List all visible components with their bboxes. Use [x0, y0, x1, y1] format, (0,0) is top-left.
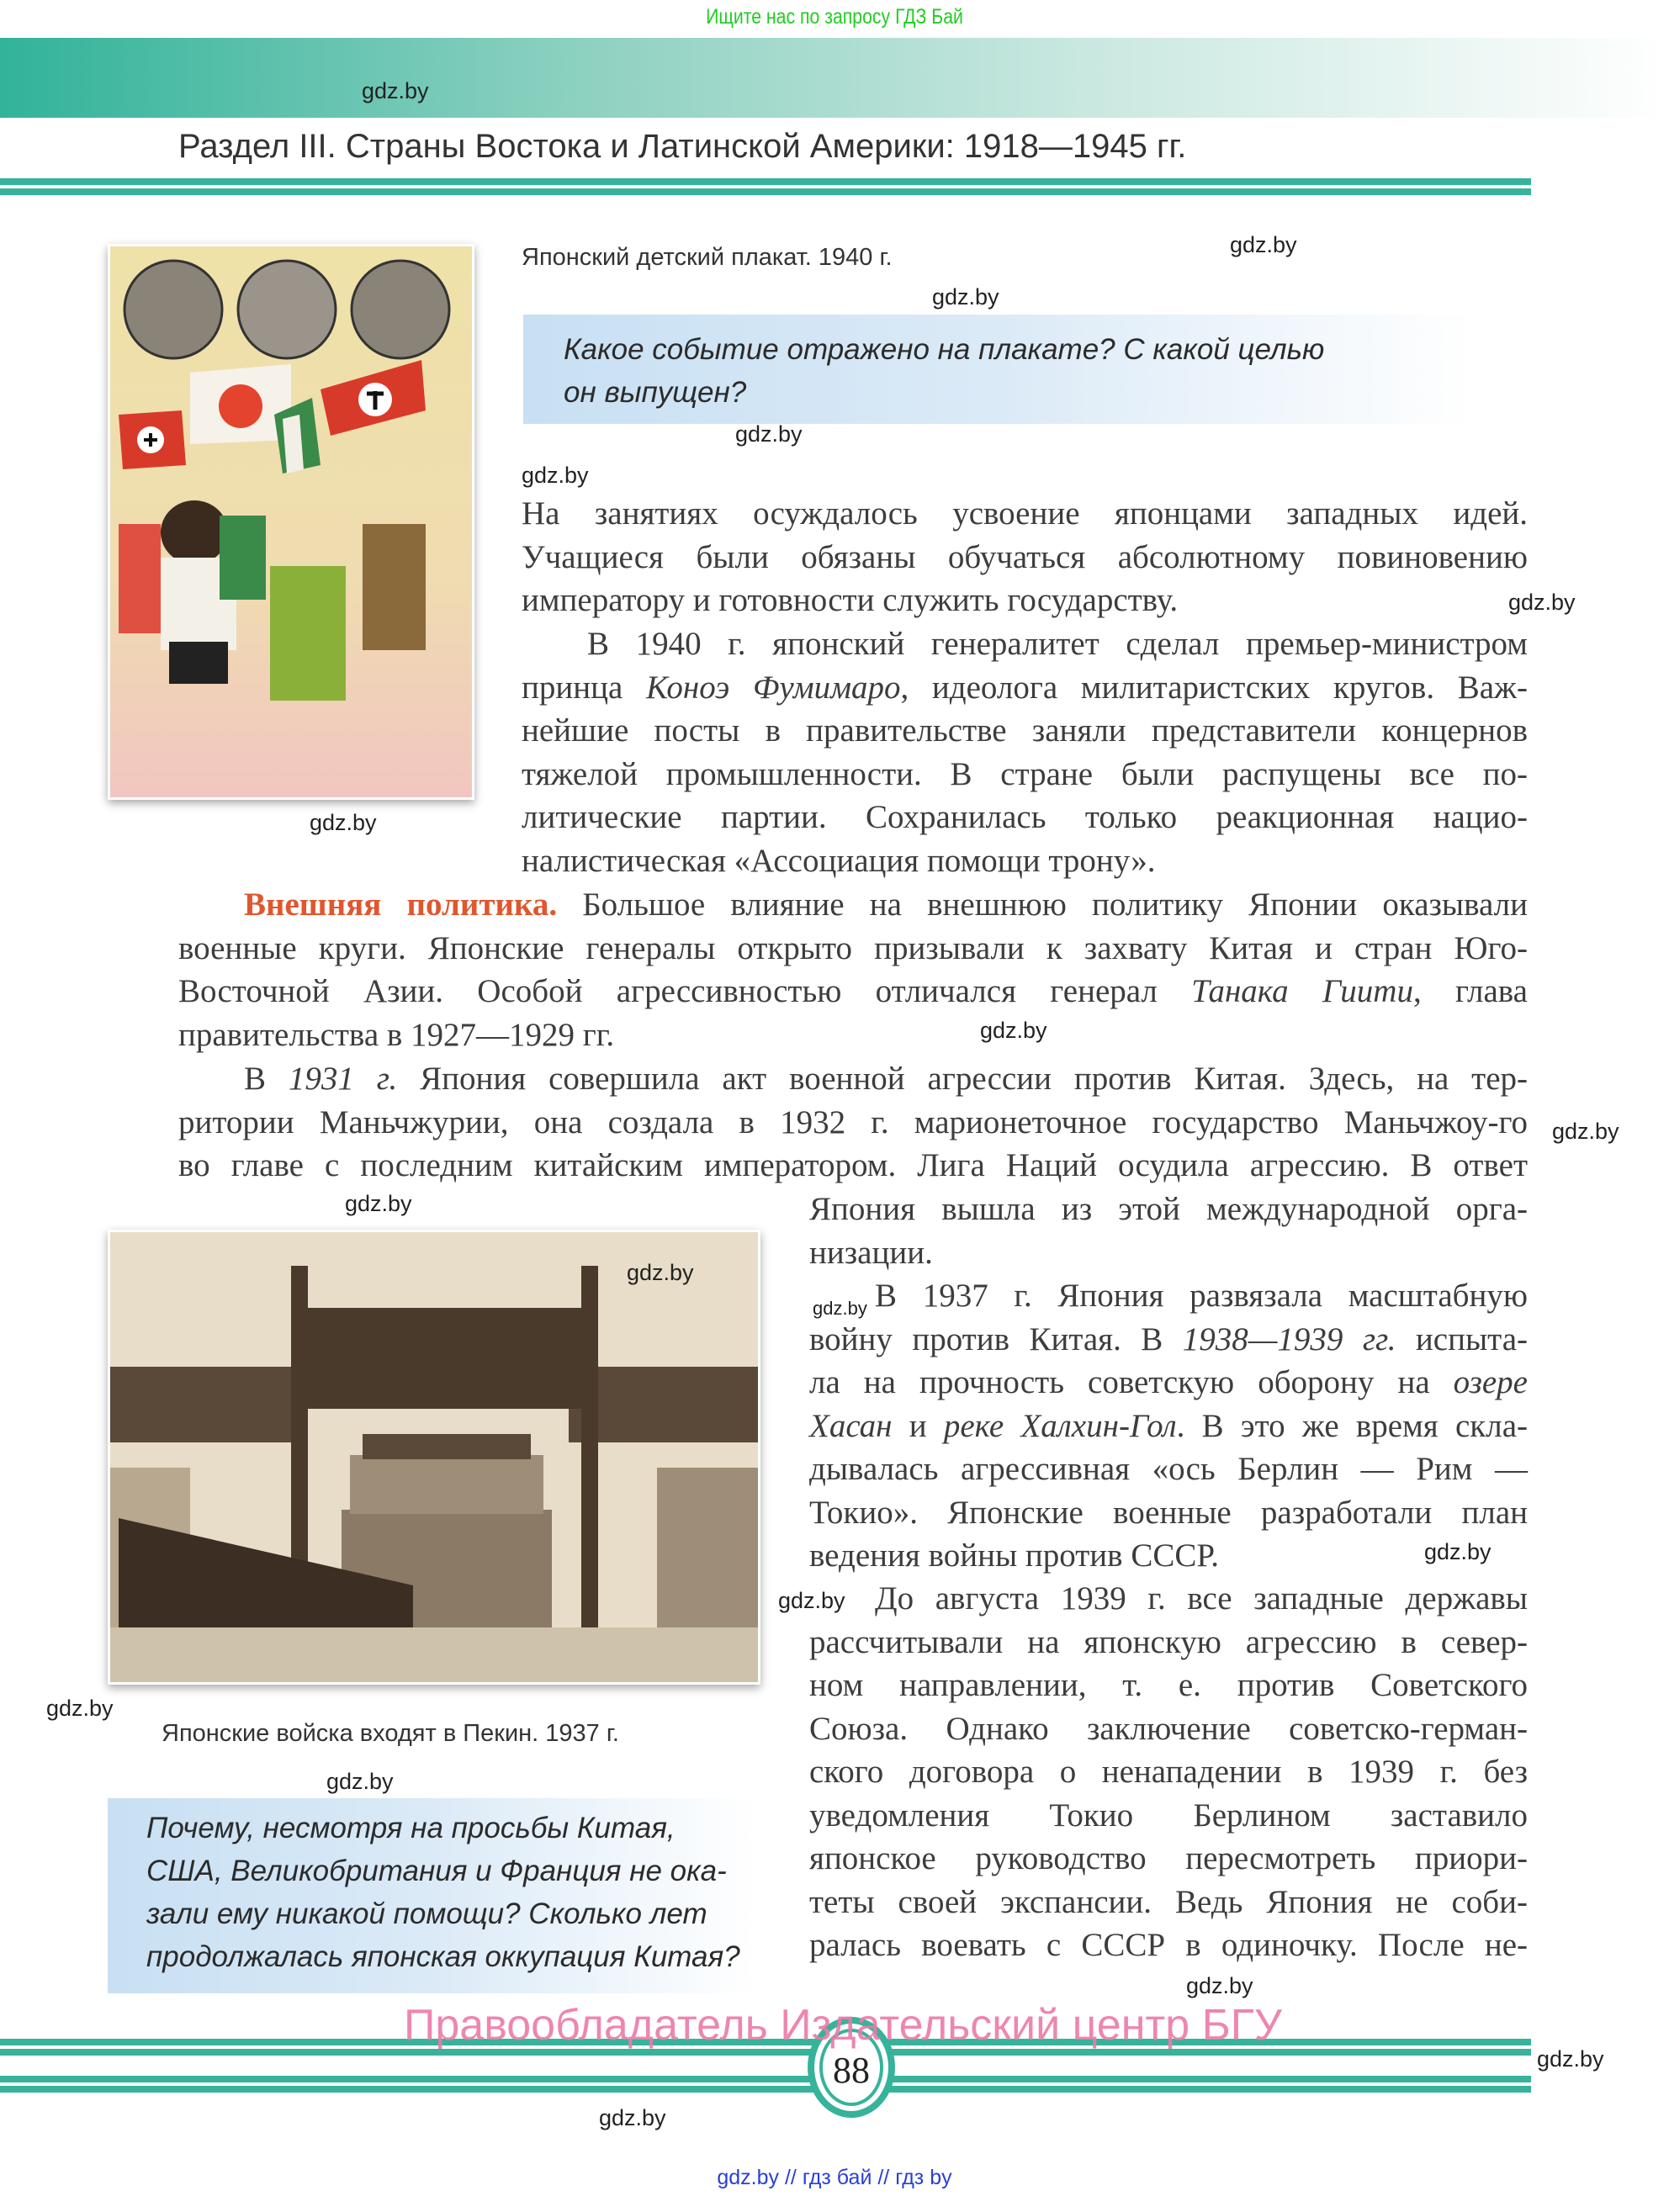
footer-links[interactable]: gdz.by // гдз бай // гдз by: [717, 2166, 952, 2189]
text-line: рассчитывали на японскую агрессию в север-: [809, 1623, 1528, 1660]
question-line: зали ему никакой помощи? Сколько лет: [146, 1897, 707, 1930]
person-name: Коноэ Фумимаро: [645, 669, 901, 706]
watermark: gdz.by: [599, 2105, 666, 2130]
text-line: Япония вышла из этой международной орга-: [809, 1191, 1528, 1227]
photo-caption: Японские войска входят в Пекин. 1937 г.: [162, 1720, 619, 1747]
watermark: gdz.by: [46, 1696, 114, 1721]
header-rule-bottom: [0, 188, 1531, 195]
text-line: войну против Китая. В 1938—1939 гг. испыта-: [809, 1320, 1529, 1357]
poster-caption: Японский детский плакат. 1940 г.: [522, 244, 893, 271]
person-name: Танака Гиити: [1191, 973, 1413, 1009]
watermark: gdz.by: [735, 421, 803, 447]
place-name: Хасан: [809, 1407, 893, 1444]
footer-rule-3: [0, 2076, 1531, 2082]
text-line: В 1940 г. японский генералитет сделал премьер-министром: [587, 626, 1528, 662]
question-line: он выпущен?: [564, 376, 747, 409]
text-line: во главе с последним китайским императором. Лига Наций осудила агрессию. В ответ: [178, 1147, 1528, 1183]
text-line: Учащиеся были обязаны обучаться абсолютному повиновению: [522, 538, 1528, 575]
footer-rule-4: [0, 2086, 1531, 2093]
text-line: налистическая «Ассоциация помощи трону».: [522, 842, 1156, 879]
place-name: реке Халхин-Гол: [943, 1407, 1177, 1444]
watermark: gdz.by: [813, 1298, 867, 1319]
poster-question-box: [523, 315, 1474, 424]
paragraph-manchuria-cont: [809, 1188, 1528, 1274]
text-line: Токио». Японские военные разработали план: [809, 1494, 1528, 1531]
poster-image: [108, 244, 474, 800]
text-line: ритории Маньчжурии, она создала в 1932 г. марионеточное государство Маньчжоу-го: [178, 1103, 1528, 1140]
text-line: ном направлении, т. е. против Советского: [809, 1667, 1528, 1703]
text-line: В 1931 г. Япония совершила акт военной агрессии против Китая. Здесь, на тер-: [244, 1061, 1529, 1097]
text-line: дывалась агрессивная «ось Берлин — Рим —: [809, 1451, 1528, 1487]
watermark: gdz.by: [522, 463, 589, 488]
section-title: Раздел III. Страны Востока и Латинской Америки: 1918—1945 гг.: [178, 128, 1187, 165]
watermark: gdz.by: [345, 1191, 412, 1216]
text-line: Союза. Однако заключение советско-герман-: [809, 1710, 1528, 1747]
text-line: До августа 1939 г. все западные державы: [875, 1580, 1528, 1617]
page-number: 88: [833, 2050, 870, 2091]
text-line: На занятиях осуждалось усвоение японцами западных идей.: [522, 495, 1528, 532]
text-line: императору и готовности служить государству.: [522, 582, 1179, 618]
watermark: gdz.by: [310, 810, 377, 835]
photo-question-box: [108, 1798, 755, 1993]
text-line: нейшие посты в правительстве заняли представители концернов: [522, 712, 1528, 749]
watermark: gdz.by: [1537, 2046, 1604, 2072]
paragraph-manchuria: [178, 1057, 1528, 1188]
header-band: [0, 38, 1669, 118]
text-line: теты своей экспансии. Ведь Япония не соби-: [809, 1883, 1528, 1920]
question-line: Почему, несмотря на просьбы Китая,: [146, 1812, 676, 1844]
search-banner[interactable]: Ищите нас по запросу ГДЗ Бай: [706, 5, 963, 29]
watermark: gdz.by: [362, 78, 429, 103]
paragraph-schooling: [522, 492, 1528, 622]
text-line: ского договора о ненападении в 1939 г. без: [809, 1754, 1528, 1790]
text-line: уведомления Токио Берлином заставило: [809, 1797, 1528, 1834]
question-line: США, Великобритания и Франция не ока-: [146, 1855, 727, 1887]
watermark: gdz.by: [326, 1769, 394, 1794]
text-line: военные круги. Японские генералы открыто призывали к захвату Китая и стран Юго-: [178, 929, 1528, 966]
watermark: gdz.by: [1508, 590, 1576, 615]
text-line: правительства в 1927—1929 гг.: [178, 1016, 615, 1053]
text-line: ла на прочность советскую оборону на озере: [809, 1364, 1528, 1400]
watermark: gdz.by: [1552, 1119, 1619, 1144]
text-line: литические партии. Сохранилась только реакционная нацио-: [522, 799, 1528, 835]
text-line: ведения войны против СССР.: [809, 1537, 1219, 1574]
subsection-heading: Внешняя политика.: [244, 886, 558, 923]
paragraph-foreign-policy: [178, 883, 1528, 1056]
watermark: gdz.by: [1186, 1973, 1253, 1998]
watermark: gdz.by: [980, 1018, 1047, 1043]
text-line: Внешняя политика. Большое влияние на внешнюю политику Японии оказывали: [244, 886, 1528, 923]
watermark: gdz.by: [1230, 232, 1297, 257]
header-rule-top: [0, 178, 1531, 185]
text-line: Хасан и реке Халхин-Гол. В это же время скла-: [809, 1407, 1528, 1444]
place-name: озере: [1453, 1364, 1528, 1400]
question-line: Какое событие отражено на плакате? С какой целью: [564, 333, 1325, 366]
text-line: ралась воевать с СССР в одиночку. После не-: [809, 1927, 1528, 1963]
text-line: В 1937 г. Япония развязала масштабную: [875, 1278, 1528, 1314]
text-line: японское руководство пересмотреть приори-: [809, 1840, 1528, 1876]
publisher-watermark: Правообладатель Издательский центр БГУ: [404, 2001, 1282, 2050]
beijing-photo: [108, 1230, 760, 1685]
paragraph-konoe: [522, 622, 1528, 882]
watermark: gdz.by: [1424, 1539, 1492, 1564]
watermark: gdz.by: [932, 284, 999, 310]
text-line: низации.: [809, 1234, 933, 1271]
paragraph-1939: [809, 1577, 1528, 1967]
watermark: gdz.by: [778, 1588, 845, 1613]
text-line: принца Коноэ Фумимаро, идеолога милитаристских кругов. Важ-: [522, 669, 1528, 706]
text-line: тяжелой промышленности. В стране были распущены все по-: [522, 755, 1528, 792]
poster-illustration-icon: [110, 246, 472, 797]
question-line: продолжалась японская оккупация Китая?: [146, 1940, 740, 1973]
beijing-photo-illustration-icon: [110, 1232, 758, 1682]
text-line: Восточной Азии. Особой агрессивностью отличался генерал Танака Гиити, глава: [178, 973, 1528, 1009]
paragraph-war-1937: [809, 1274, 1528, 1578]
watermark: gdz.by: [627, 1260, 694, 1285]
